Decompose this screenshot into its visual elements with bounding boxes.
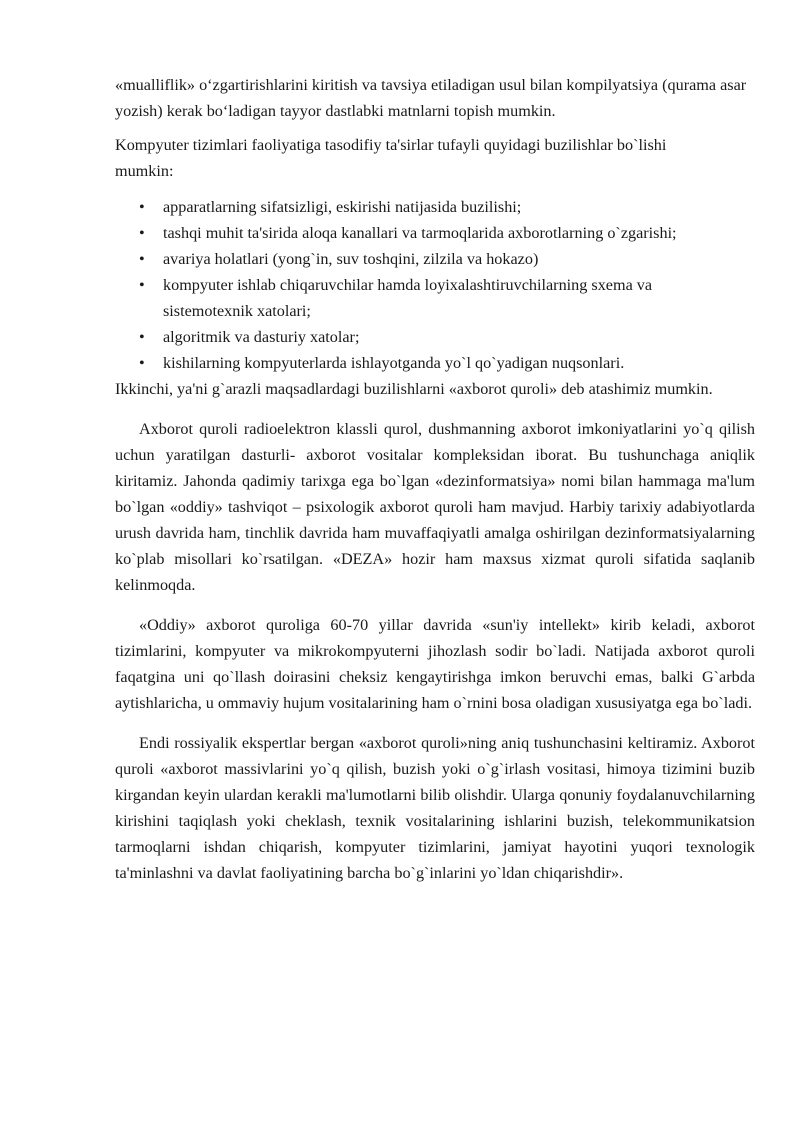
paragraph-continuation: «mualliflik» o‘zgartirishlarini kiritish va tavsiya etiladigan usul bilan kompilyatsiya (qurama asar yozish) kerak bo‘ladigan tayyor dastlabki matnlarni topish mumkin. [115,76,747,120]
list-item [115,246,743,272]
bullet-list [115,194,755,376]
bullet-icon: • [139,328,145,346]
paragraph-second-type: Ikkinchi, ya'ni g`arazli maqsadlardagi buzilishlarni «axborot quroli» deb atashimiz mumkin. [115,380,713,398]
paragraph-intro: Kompyuter tizimlari faoliyatiga tasodifiy ta'sirlar tufayli quyidagi buzilishlar bo`lishi mumkin: [115,136,667,180]
list-item-text: kompyuter ishlab chiqaruvchilar hamda loyixalashtiruvchilarning sxema va sistemotexnik xatolari; [163,276,653,320]
bullet-icon: • [139,198,145,216]
list-item-text: tashqi muhit ta'sirida aloqa kanallari va tarmoqlarida axborotlarning o`zgarishi; [163,224,677,242]
bullet-icon: • [139,224,145,242]
paragraph-definition: Endi rossiyalik ekspertlar bergan «axborot quroli»ning aniq tushunchasini keltiramiz. Axborot quroli «axborot massivlarini yo`q qilish, buzish yoki o`g`irlash vositasi, himoya tizimini buzib kirgandan keyin ulardan kerakli ma'lumotlarni bilib olishdir. Ularga qonuniy foydalanuvchilarning kirishini taqiqlash yoki cheklash, texnik vositalarining ishlarini buzish, telekommunikatsion tarmoqlarni ishdan chiqarish, kompyuter tizimlarini, jamiyat hayotini yuqori texnologik ta'minlashni va davlat faoliyatining barcha bo`g`inlarini yo`ldan chiqarishdir». [115,734,755,882]
list-item-text: apparatlarning sifatsizligi, eskirishi natijasida buzilishi; [163,198,522,216]
list-item-text: avariya holatlari (yong`in, suv toshqini, zilzila va hokazo) [163,250,539,268]
bullet-icon: • [139,276,145,294]
paragraph-information-weapon: Axborot quroli radioelektron klassli qurol, dushmanning axborot imkoniyatlarini yo`q qilish uchun yaratilgan dasturli- axborot vositalar kompleksidan iborat. Bu tushunchaga aniqlik kiritamiz. Jahonda qadimiy tarixga ega bo`lgan «dezinformatsiya» nomi bilan hammaga ma'lum bo`lgan «oddiy» tashviqot – psixologik axborot quroli ham mavjud. Harbiy tarixiy adabiyotlarda urush davrida ham, tinchlik davrida ham muvaffaqiyatli amalga oshirilgan dezinformatsiyalarning ko`plab misollari ko`rsatilgan. «DEZA» hozir ham maxsus xizmat quroli sifatida saqlanib kelinmoqda. [115,420,755,594]
list-item [115,194,743,220]
list-item [115,324,743,350]
list-item [115,272,743,324]
bullet-icon: • [139,354,145,372]
bullet-icon: • [139,250,145,268]
list-item-text: kishilarning kompyuterlarda ishlayotganda yo`l qo`yadigan nuqsonlari. [163,354,625,372]
list-item-text: algoritmik va dasturiy xatolar; [163,328,360,346]
document-page [115,72,755,900]
paragraph-artificial-intelligence: «Oddiy» axborot quroliga 60-70 yillar davrida «sun'iy intellekt» kirib keladi, axborot tizimlarini, kompyuter va mikrokompyuterni jihozlash sodir bo`ladi. Natijada axborot quroli faqatgina uni qo`llash doirasini cheksiz kengaytirishga imkon beruvchi emas, balki G`arbda aytishlaricha, u ommaviy hujum vositalarining ham o`rnini bosa oladigan xususiyatga ega bo`ladi. [115,616,755,712]
list-item [115,220,743,246]
list-item [115,350,743,376]
